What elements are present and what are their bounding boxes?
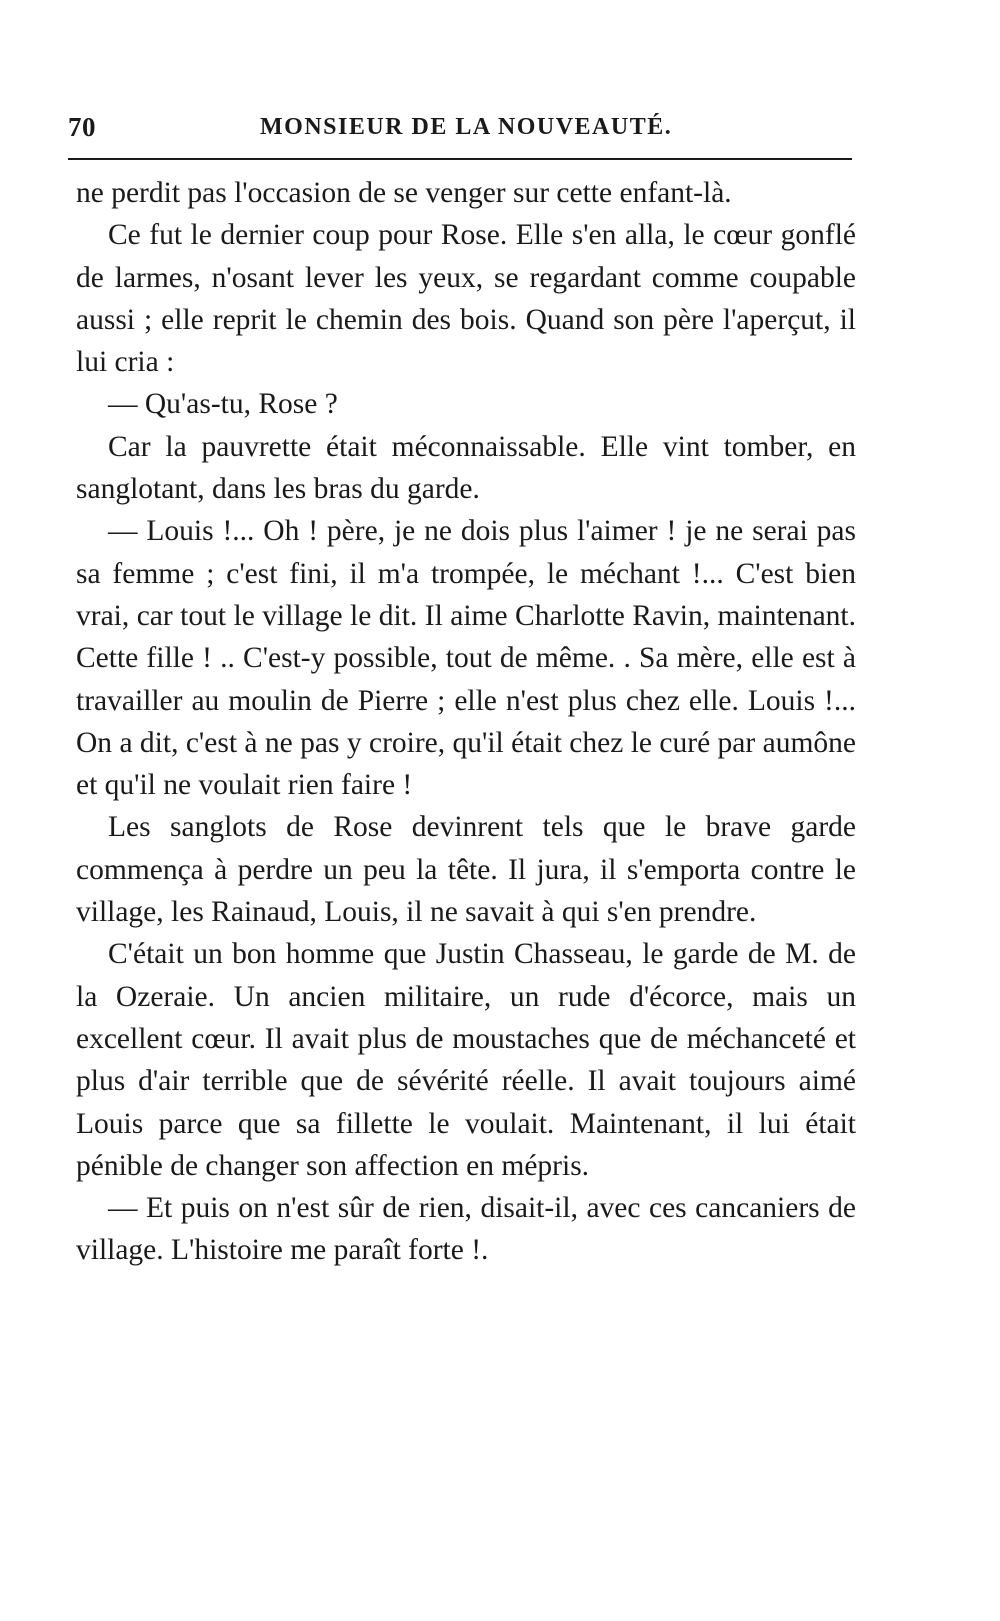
body-text xyxy=(76,172,856,1272)
dialogue-line: — Qu'as-tu, Rose ? xyxy=(108,388,338,421)
paragraph: Car la pauvrette était méconnaissable. Elle vint tomber, en sanglotant, dans les bras du garde. xyxy=(76,430,856,506)
paragraph: C'était un bon homme que Justin Chasseau, le garde de M. de la Ozeraie. Un ancien militaire, un rude d'écorce, mais un excellent cœur. Il avait plus de moustaches que de méchanceté et plus d'air terrible que de sévérité réelle. Il avait toujours aimé Louis parce que sa fillette le voulait. Maintenant, il lui était pénible de changer son affection en mépris. xyxy=(76,938,856,1182)
paragraph: Ce fut le dernier coup pour Rose. Elle s'en alla, le cœur gonflé de larmes, n'osant lever les yeux, se regardant comme coupable aussi ; elle reprit le chemin des bois. Quand son père l'aperçut, il lui cria : xyxy=(76,219,856,379)
dialogue-paragraph: — Et puis on n'est sûr de rien, disait-il, avec ces cancaniers de village. L'histoire me paraît forte !. xyxy=(76,1192,856,1267)
paragraph-continuation: ne perdit pas l'occasion de se venger sur cette enfant-là. xyxy=(76,177,732,209)
page-number: 70 xyxy=(68,112,96,142)
page-header xyxy=(68,112,858,152)
header-rule xyxy=(68,158,852,160)
dialogue-paragraph: — Louis !... Oh ! père, je ne dois plus l'aimer ! je ne serai pas sa femme ; c'est fini, il m'a trompée, le méchant !... C'est bien vrai, car tout le village le dit. Il aime Charlotte Ravin, maintenant. Cette fille ! .. C'est-y possible, tout de même. . Sa mère, elle est à travailler au moulin de Pierre ; elle n'est plus chez elle. Louis !... On a dit, c'est à ne pas y croire, qu'il était chez le curé par aumône et qu'il ne voulait rien faire ! xyxy=(76,515,856,802)
paragraph: Les sanglots de Rose devinrent tels que le brave garde commença à perdre un peu la tête. Il jura, il s'emporta contre le village, les Rainaud, Louis, il ne savait à qui s'en prendre. xyxy=(76,811,856,929)
running-title: MONSIEUR DE LA NOUVEAUTÉ. xyxy=(260,114,673,140)
